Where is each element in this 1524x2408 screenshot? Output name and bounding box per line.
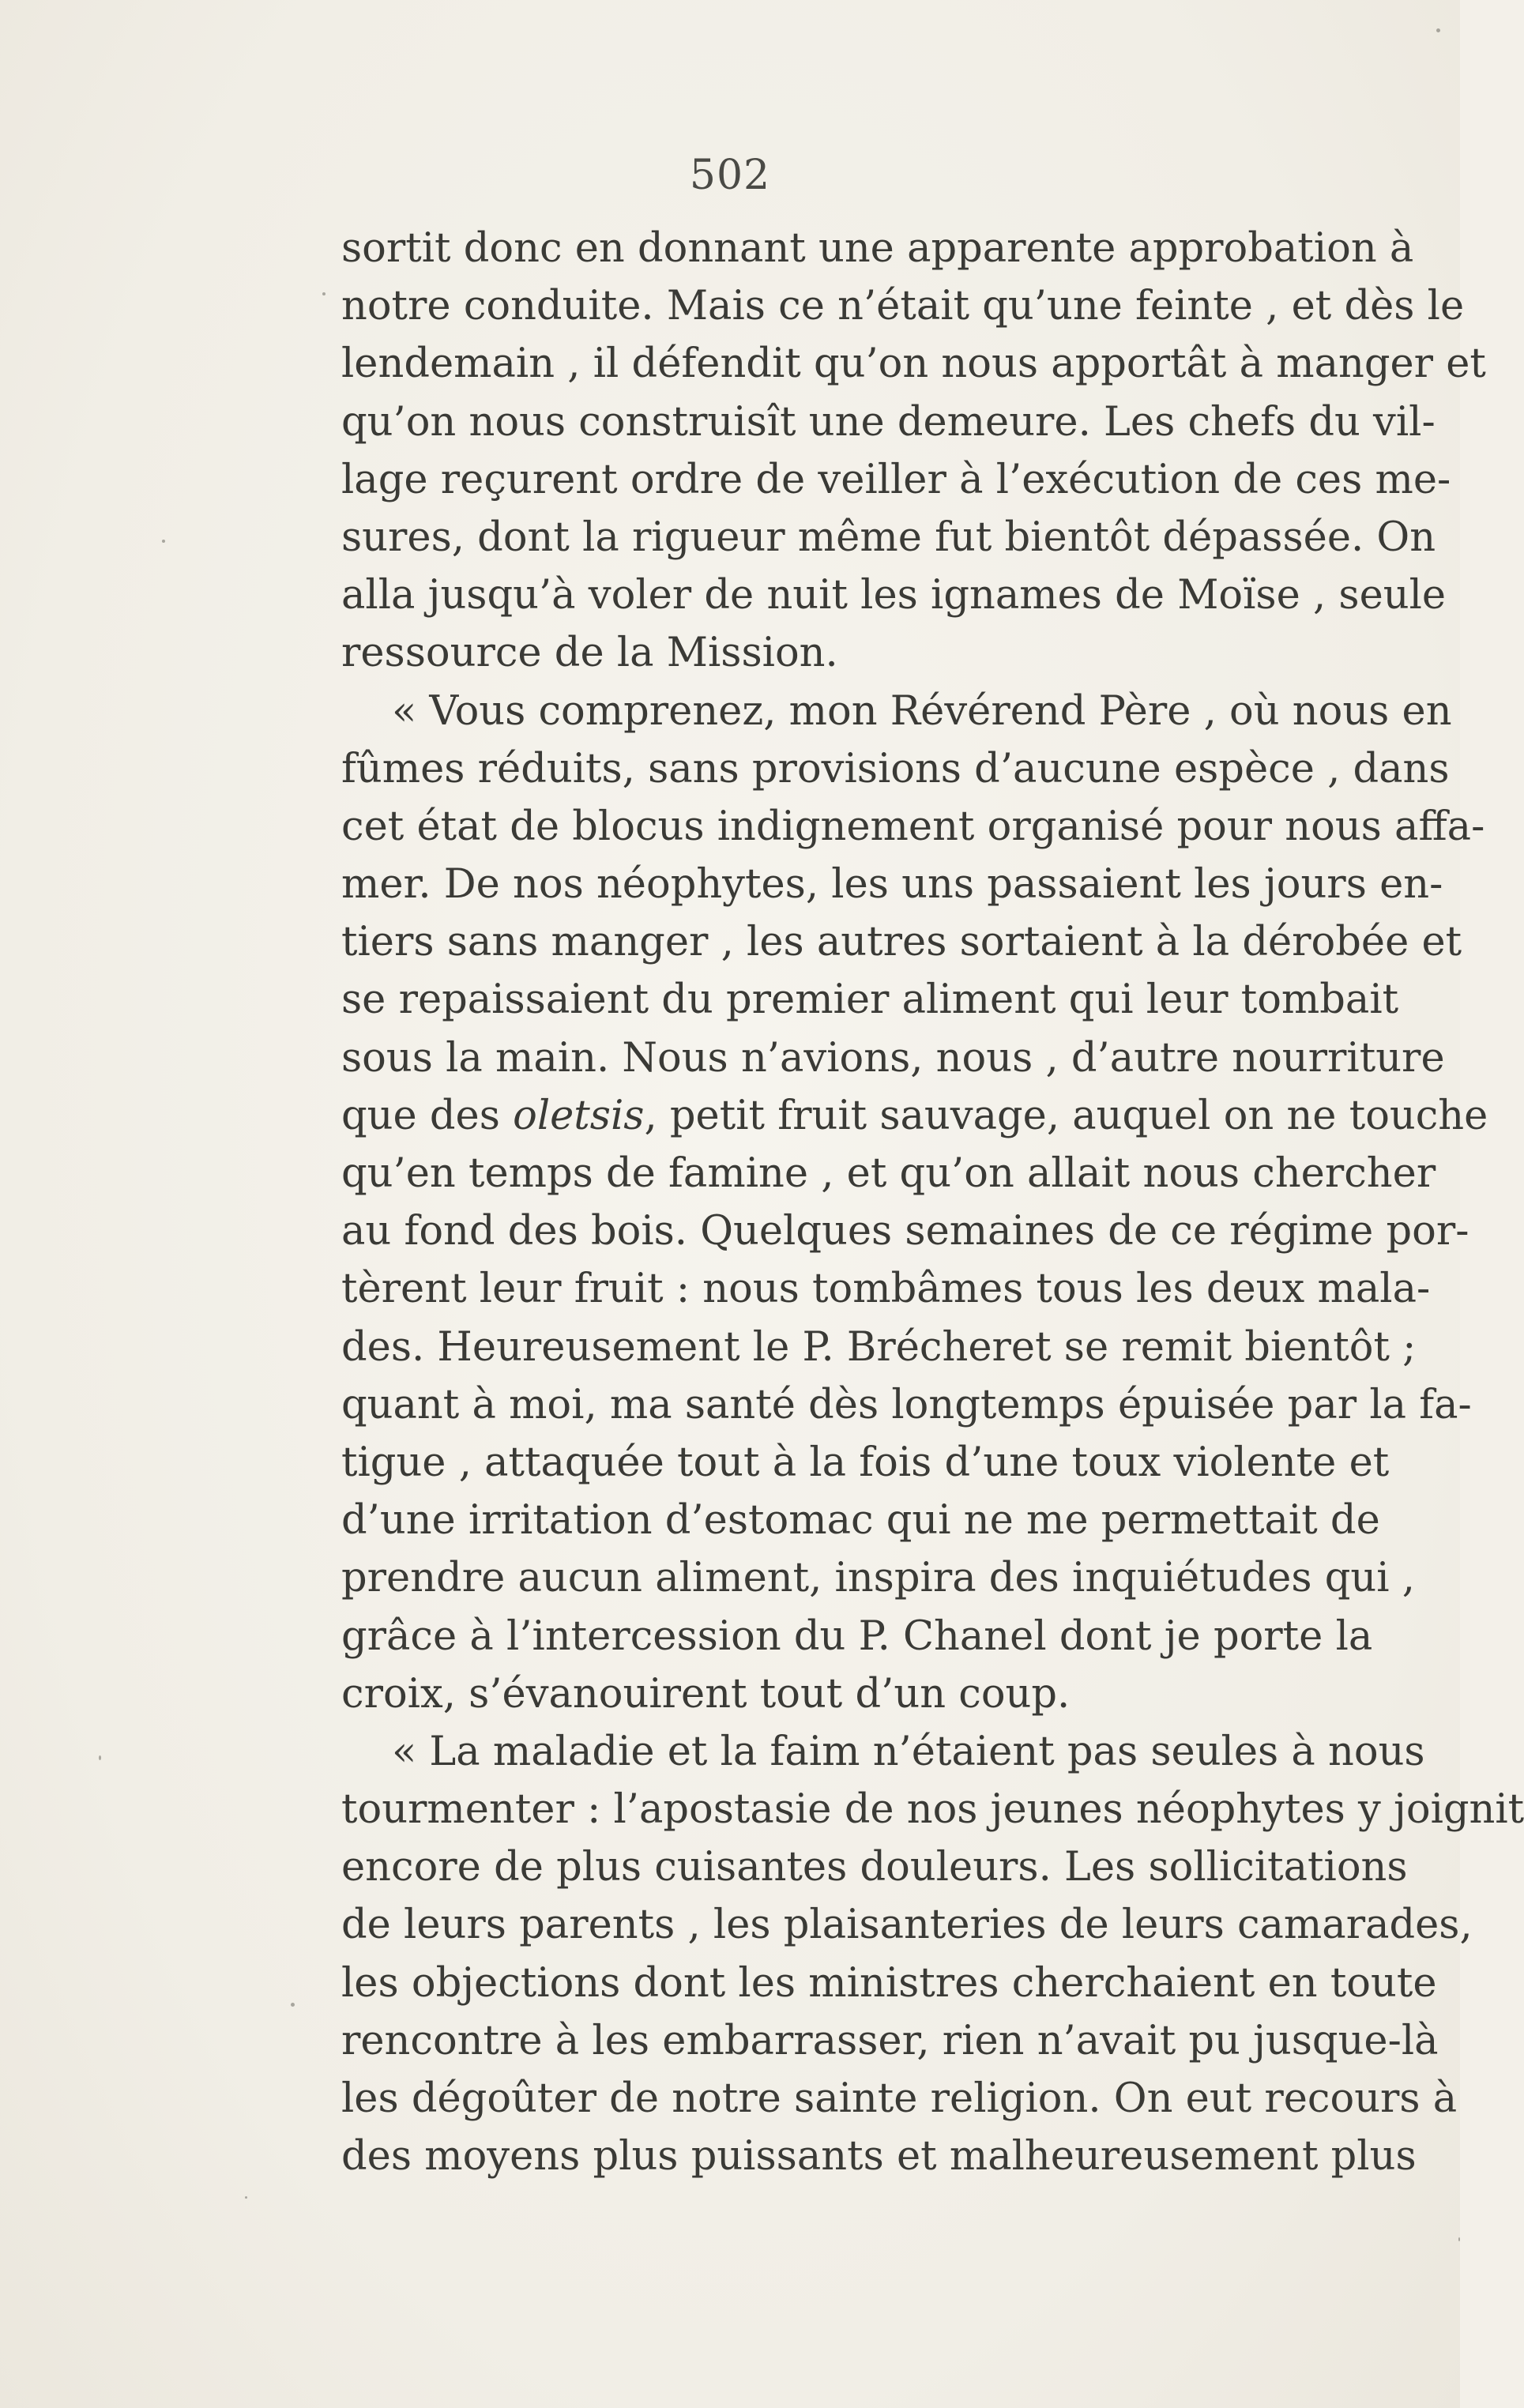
body-text	[341, 220, 1524, 2185]
text-line: des moyens plus puissants et malheureusement plus	[341, 2133, 1417, 2180]
text-line: quant à moi, ma santé dès longtemps épuisée par la fa-	[341, 1381, 1472, 1428]
paper-speck	[1458, 2237, 1460, 2241]
text-line: encore de plus cuisantes douleurs. Les sollicitations	[341, 1844, 1408, 1891]
italic-term: oletsis	[513, 1092, 645, 1139]
text-line: les dégoûter de notre sainte religion. On eut recours à	[341, 2075, 1458, 2122]
text-line: mer. De nos néophytes, les uns passaient les jours en-	[341, 861, 1443, 909]
text-line: des. Heureusement le P. Brécheret se remit bientôt ;	[341, 1323, 1417, 1371]
text-line: notre conduite. Mais ce n’était qu’une feinte , et dès le	[341, 283, 1465, 330]
text-line: les objections dont les ministres cherchaient en toute	[341, 1959, 1437, 2007]
text-line: tèrent leur fruit : nous tombâmes tous les deux mala-	[341, 1266, 1431, 1313]
paper-speck	[99, 1755, 101, 1760]
paper-speck	[1436, 28, 1440, 32]
text-line: qu’on nous construisît une demeure. Les chefs du vil-	[341, 398, 1436, 446]
text-line: alla jusqu’à voler de nuit les ignames de Moïse , seule	[341, 572, 1447, 619]
text-line: tigue , attaquée tout à la fois d’une toux violente et	[341, 1439, 1390, 1486]
paper-speck	[245, 2196, 247, 2199]
text-line: qu’en temps de famine , et qu’on allait nous chercher	[341, 1150, 1436, 1197]
text-line: se repaissaient du premier aliment qui leur tombait	[341, 976, 1399, 1024]
text-line: « Vous comprenez, mon Révérend Père , où nous en	[392, 687, 1452, 735]
text-line: prendre aucun aliment, inspira des inquiétudes qui ,	[341, 1555, 1415, 1602]
text-line: cet état de blocus indignement organisé pour nous affa-	[341, 803, 1485, 850]
text-line: au fond des bois. Quelques semaines de ce régime por-	[341, 1208, 1469, 1255]
text-line: lage reçurent ordre de veiller à l’exécution de ces me-	[341, 456, 1451, 503]
paper-speck	[162, 540, 165, 543]
text-line: sures, dont la rigueur même fut bientôt dépassée. On	[341, 514, 1436, 561]
text-line: sous la main. Nous n’avions, nous , d’autre nourriture	[341, 1034, 1445, 1082]
text-line: sortit donc en donnant une apparente approbation à	[341, 225, 1414, 272]
text-line: tiers sans manger , les autres sortaient à la dérobée et	[341, 919, 1462, 966]
text-line: fûmes réduits, sans provisions d’aucune espèce , dans	[341, 745, 1450, 792]
text-line: ressource de la Mission.	[341, 630, 838, 677]
text-line: de leurs parents , les plaisanteries de leurs camarades,	[341, 1902, 1473, 1949]
text-line: croix, s’évanouirent tout d’un coup.	[341, 1670, 1071, 1718]
page-number: 502	[689, 152, 771, 199]
paper-speck	[291, 2003, 295, 2007]
text-line: rencontre à les embarrasser, rien n’avait pu jusque-là	[341, 2017, 1439, 2064]
paper-speck	[322, 292, 325, 295]
text-line: tourmenter : l’apostasie de nos jeunes néophytes y joignit	[341, 1786, 1524, 1834]
text-line: grâce à l’intercession du P. Chanel dont je porte la	[341, 1612, 1373, 1660]
text-line: « La maladie et la faim n’étaient pas seules à nous	[392, 1728, 1425, 1775]
text-line: lendemain , il défendit qu’on nous apportât à manger et	[341, 341, 1486, 388]
text-line: que des oletsis, petit fruit sauvage, auquel on ne touche	[341, 1092, 1488, 1139]
text-line: d’une irritation d’estomac qui ne me permettait de	[341, 1497, 1380, 1545]
